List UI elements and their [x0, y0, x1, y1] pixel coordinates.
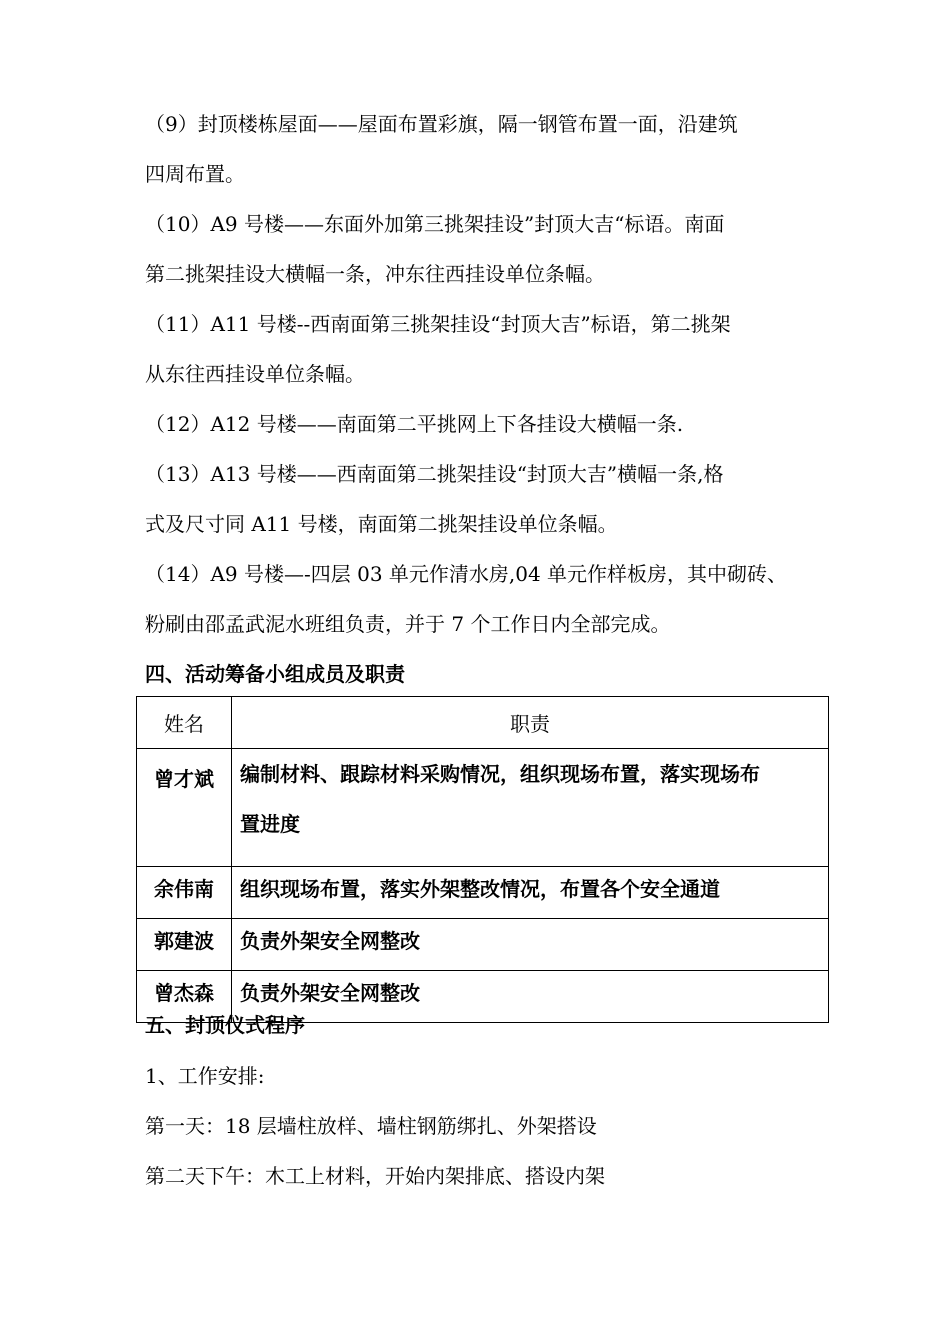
member-duty: 负责外架安全网整改 [232, 971, 829, 1023]
schedule-line: 1、工作安排: [145, 1064, 265, 1088]
paragraph-line: 第二挑架挂设大横幅一条，冲东往西挂设单位条幅。 [145, 262, 605, 286]
paragraph-line: （9）封顶楼栋屋面——屋面布置彩旗，隔一钢管布置一面，沿建筑 [145, 112, 738, 136]
table-row [137, 919, 829, 971]
paragraph-line: （12）A12 号楼——南面第二平挑网上下各挂设大横幅一条. [145, 412, 684, 436]
duty-line: 置进度 [240, 812, 300, 836]
paragraph-line: （10）A9 号楼——东面外加第三挑架挂设”封顶大吉“标语。南面 [145, 212, 725, 236]
paragraph-line: 四周布置。 [145, 162, 245, 186]
schedule-line: 第一天：18 层墙柱放样、墙柱钢筋绑扎、外架搭设 [145, 1114, 597, 1138]
table-row [137, 749, 829, 867]
paragraph-line: 粉刷由邵孟武泥水班组负责，并于 7 个工作日内全部完成。 [145, 612, 671, 636]
paragraph-line: 从东往西挂设单位条幅。 [145, 362, 365, 386]
member-duty: 组织现场布置，落实外架整改情况，布置各个安全通道 [232, 867, 829, 919]
duty-line: 编制材料、跟踪材料采购情况，组织现场布置，落实现场布 [240, 762, 760, 786]
member-name: 郭建波 [137, 919, 232, 971]
paragraph-line: 式及尺寸同 A11 号楼，南面第二挑架挂设单位条幅。 [145, 512, 618, 536]
paragraph-line: （14）A9 号楼—-四层 03 单元作清水房,04 单元作样板房，其中砌砖、 [145, 562, 788, 586]
member-duty: 负责外架安全网整改 [232, 919, 829, 971]
responsibility-table [136, 696, 829, 1023]
table-row [137, 867, 829, 919]
schedule-line: 第二天下午：木工上材料，开始内架排底、搭设内架 [145, 1164, 605, 1188]
member-name: 余伟南 [137, 867, 232, 919]
paragraph-line: （11）A11 号楼--西南面第三挑架挂设“封顶大吉”标语，第二挑架 [145, 312, 731, 336]
section-heading: 五、封顶仪式程序 [145, 1013, 305, 1037]
table-header-row [137, 697, 829, 749]
member-duty [232, 749, 829, 867]
paragraph-line: （13）A13 号楼——西南面第二挑架挂设“封顶大吉”横幅一条,格 [145, 462, 724, 486]
section-heading: 四、活动筹备小组成员及职责 [145, 662, 405, 686]
member-name: 曾杰森 [137, 971, 232, 1023]
member-name: 曾才斌 [137, 749, 232, 867]
column-header-duty: 职责 [232, 697, 829, 749]
column-header-name: 姓名 [137, 697, 232, 749]
